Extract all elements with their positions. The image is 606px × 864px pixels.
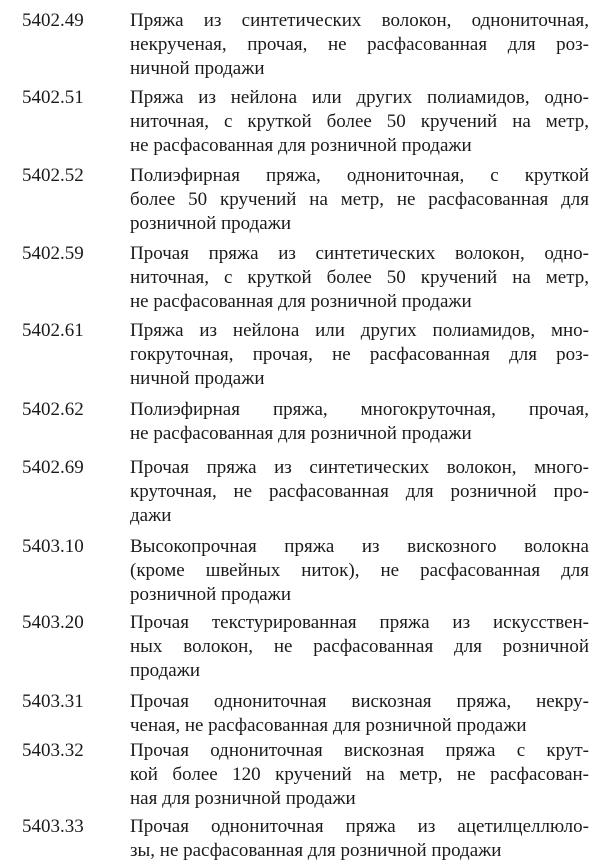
description-line: кой более 120 кручений на метр, не расфасован- bbox=[130, 764, 589, 785]
hs-code: 5403.10 bbox=[22, 536, 84, 557]
hs-code: 5402.51 bbox=[22, 87, 84, 108]
description-line: Высокопрочная пряжа из вискозного волокна bbox=[130, 536, 589, 557]
description-line: ничной продажи bbox=[130, 368, 265, 389]
description bbox=[130, 611, 589, 683]
hs-code: 5402.62 bbox=[22, 399, 84, 420]
hs-code: 5403.31 bbox=[22, 691, 84, 712]
description-line: (кроме швейных ниток), не расфасованная для bbox=[130, 560, 589, 581]
description-line: Полиэфирная пряжа, однониточная, с круткой bbox=[130, 165, 589, 186]
description-line: зы, не расфасованная для розничной продажи bbox=[130, 840, 502, 861]
description-line: Прочая однониточная вискозная пряжа с крут- bbox=[130, 740, 589, 761]
description bbox=[130, 164, 589, 236]
description-line: продажи bbox=[130, 660, 201, 681]
hs-code: 5403.33 bbox=[22, 816, 84, 837]
description bbox=[130, 242, 589, 314]
description bbox=[130, 815, 589, 863]
description-line: розничной продажи bbox=[130, 213, 291, 234]
description bbox=[130, 9, 589, 81]
description bbox=[130, 86, 589, 158]
description-line: Прочая текстурированная пряжа из искусствен- bbox=[130, 612, 589, 633]
description bbox=[130, 398, 589, 446]
description-line: Прочая пряжа из синтетических волокон, много- bbox=[130, 457, 589, 478]
description-line: Пряжа из нейлона или других полиамидов, мно- bbox=[130, 320, 589, 341]
description-line: дажи bbox=[130, 505, 172, 526]
description-line: не расфасованная для розничной продажи bbox=[130, 291, 472, 312]
description-line: гокруточная, прочая, не расфасованная для роз- bbox=[130, 344, 589, 365]
description-line: Прочая пряжа из синтетических волокон, одно- bbox=[130, 243, 589, 264]
description-line: ченая, не расфасованная для розничной продажи bbox=[130, 715, 527, 736]
description-line: Пряжа из нейлона или других полиамидов, одно- bbox=[130, 87, 589, 108]
description-line: Полиэфирная пряжа, многокруточная, прочая, bbox=[130, 399, 589, 420]
description-line: не расфасованная для розничной продажи bbox=[130, 423, 472, 444]
description bbox=[130, 319, 589, 391]
description-line: ная для розничной продажи bbox=[130, 788, 356, 809]
description-line: розничной продажи bbox=[130, 584, 291, 605]
description-line: Прочая однониточная пряжа из ацетилцеллюло- bbox=[130, 816, 589, 837]
description bbox=[130, 535, 589, 607]
description-line: не расфасованная для розничной продажи bbox=[130, 135, 472, 156]
hs-code: 5402.52 bbox=[22, 165, 84, 186]
description bbox=[130, 739, 589, 811]
hs-code: 5403.32 bbox=[22, 740, 84, 761]
hs-code: 5402.49 bbox=[22, 10, 84, 31]
hs-code: 5402.61 bbox=[22, 320, 84, 341]
description bbox=[130, 690, 589, 738]
description-line: ниточная, с круткой более 50 кручений на метр, bbox=[130, 267, 589, 288]
description-line: ниточная, с круткой более 50 кручений на метр, bbox=[130, 111, 589, 132]
hs-code: 5402.69 bbox=[22, 457, 84, 478]
description-line: ных волокон, не расфасованная для розничной bbox=[130, 636, 589, 657]
hs-code: 5403.20 bbox=[22, 612, 84, 633]
hs-code: 5402.59 bbox=[22, 243, 84, 264]
description-line: ничной продажи bbox=[130, 58, 265, 79]
description-line: Прочая однониточная вискозная пряжа, некру- bbox=[130, 691, 589, 712]
description-line: Пряжа из синтетических волокон, однониточная, bbox=[130, 10, 589, 31]
description-line: более 50 кручений на метр, не расфасованная для bbox=[130, 189, 589, 210]
description-line: круточная, не расфасованная для розничной про- bbox=[130, 481, 589, 502]
description bbox=[130, 456, 589, 528]
description-line: некрученая, прочая, не расфасованная для роз- bbox=[130, 34, 589, 55]
